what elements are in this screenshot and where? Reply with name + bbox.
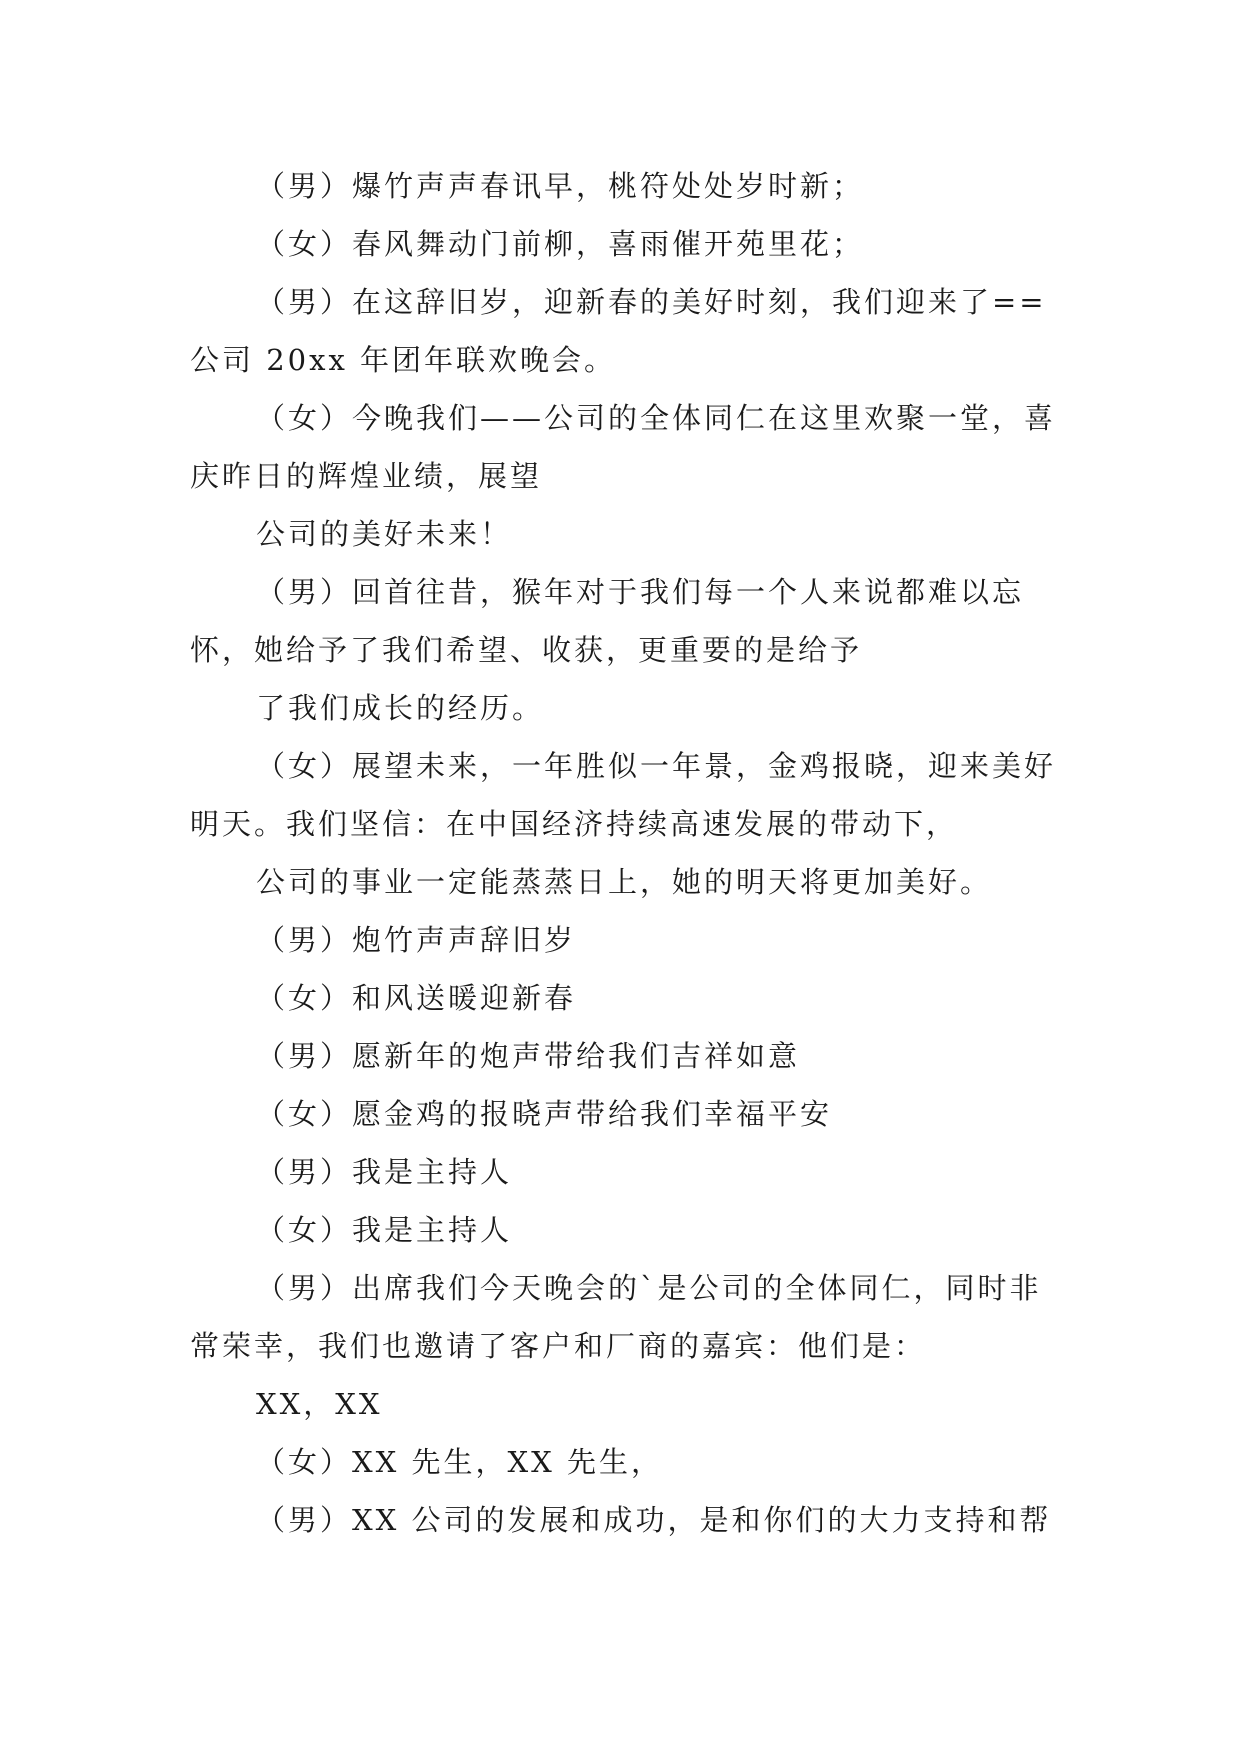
paragraph-continuation: XX，XX bbox=[256, 1387, 383, 1421]
paragraph: （女）和风送暖迎新春 bbox=[256, 981, 577, 1015]
paragraph-continuation: 公司的美好未来！ bbox=[256, 517, 513, 551]
paragraph: （男）爆竹声声春讯早，桃符处处岁时新； bbox=[256, 169, 865, 203]
paragraph-continuation: 公司的事业一定能蒸蒸日上，她的明天将更加美好。 bbox=[256, 865, 993, 899]
paragraph: （男）炮竹声声辞旧岁 bbox=[256, 923, 577, 957]
paragraph-continuation: 了我们成长的经历。 bbox=[256, 691, 545, 725]
paragraph: （女）春风舞动门前柳，喜雨催开苑里花； bbox=[256, 227, 865, 261]
paragraph: （男）我是主持人 bbox=[256, 1155, 513, 1189]
paragraph: （男）XX 公司的发展和成功，是和你们的大力支持和帮 bbox=[256, 1503, 1052, 1537]
paragraph: （女）今晚我们——公司的全体同仁在这里欢聚一堂，喜庆昨日的辉煌业绩，展望 bbox=[190, 401, 1057, 493]
document-body bbox=[190, 157, 1060, 1549]
paragraph: （男）回首往昔，猴年对于我们每一个人来说都难以忘怀，她给予了我们希望、收获，更重要的是给予 bbox=[190, 575, 1025, 667]
paragraph: （男）愿新年的炮声带给我们吉祥如意 bbox=[256, 1039, 801, 1073]
paragraph: （男）在这辞旧岁，迎新春的美好时刻，我们迎来了==公司 20xx 年团年联欢晚会。 bbox=[190, 285, 1047, 377]
paragraph: （女）我是主持人 bbox=[256, 1213, 513, 1247]
paragraph: （女）XX 先生，XX 先生， bbox=[256, 1445, 664, 1479]
paragraph: （男）出席我们今天晚会的`是公司的全体同仁，同时非常荣幸，我们也邀请了客户和厂商的嘉宾：他们是： bbox=[190, 1271, 1042, 1363]
paragraph: （女）展望未来，一年胜似一年景，金鸡报晓，迎来美好明天。我们坚信：在中国经济持续高速发展的带动下， bbox=[190, 749, 1057, 841]
paragraph: （女）愿金鸡的报晓声带给我们幸福平安 bbox=[256, 1097, 833, 1131]
